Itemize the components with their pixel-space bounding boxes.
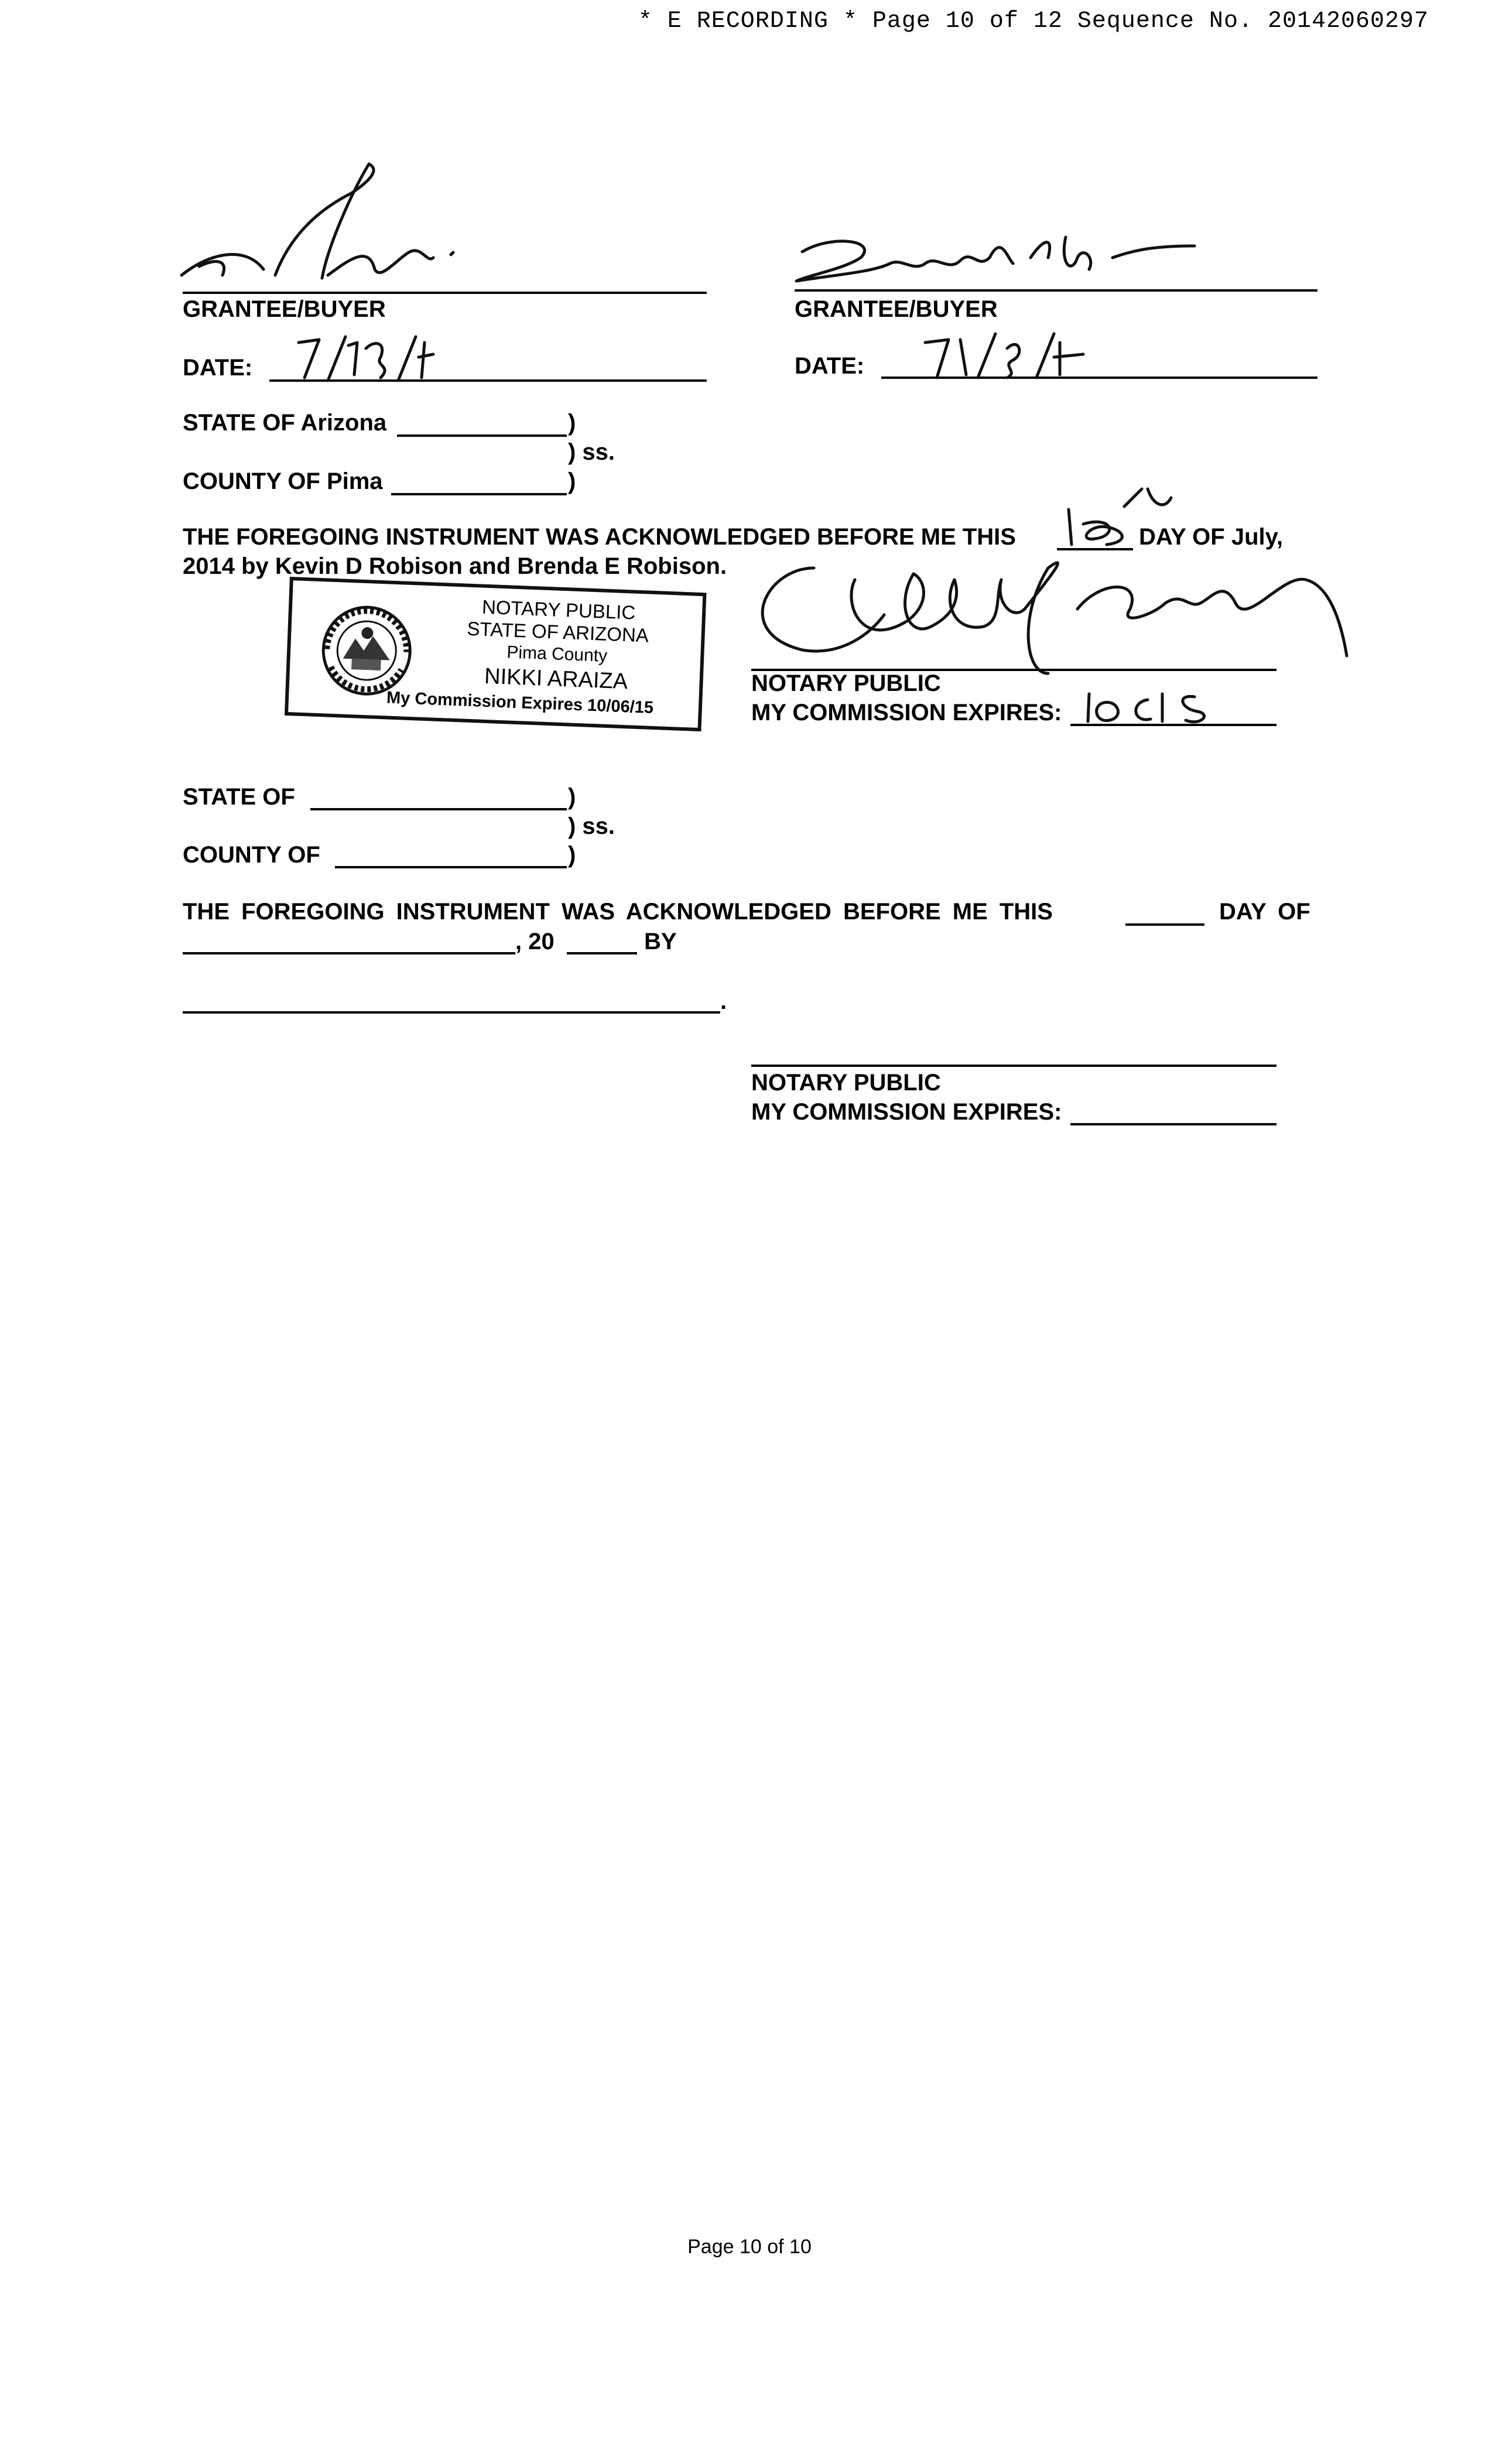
by-name-blank-2 (183, 1011, 720, 1014)
buyer-signature-left (176, 158, 480, 293)
notary-public-label-1: NOTARY PUBLIC (751, 670, 941, 696)
state-paren-1: ) (568, 410, 576, 436)
ack2-line1-part2: DAY OF (1219, 899, 1310, 925)
buyer-signature-right (785, 223, 1206, 293)
state-of-label-1: STATE OF Arizona (183, 410, 387, 436)
state-paren-2: ) (568, 784, 576, 810)
county-of-label-2: COUNTY OF (183, 842, 320, 868)
page-footer: Page 10 of 10 (687, 2236, 812, 2258)
notary-public-label-2: NOTARY PUBLIC (751, 1070, 941, 1096)
stamp-line3: Pima County (506, 642, 608, 666)
commission-expires-line-2 (1070, 1123, 1276, 1125)
date-label-right: DATE: (795, 353, 865, 379)
state-of-label-2: STATE OF (183, 784, 295, 810)
commission-expires-label-2: MY COMMISSION EXPIRES: (751, 1099, 1062, 1125)
signature-line-left (183, 292, 707, 294)
ack-line1-part2: DAY OF July, (1139, 524, 1284, 550)
day-blank-2 (1125, 923, 1204, 926)
notary-stamp (285, 577, 707, 731)
state-of-line-1 (397, 434, 567, 437)
year-blank-2 (567, 952, 637, 954)
ack2-year-label: , 20 (515, 929, 555, 954)
stamp-line4: NIKKI ARAIZA (484, 663, 628, 694)
signature-line-right (795, 289, 1317, 292)
commission-expires-label-1: MY COMMISSION EXPIRES: (751, 700, 1062, 725)
ack-line2: 2014 by Kevin D Robison and Brenda E Robison. (183, 553, 727, 579)
month-blank-2 (183, 952, 515, 954)
date-handwriting-right (919, 331, 1101, 384)
date-label-left: DATE: (183, 355, 253, 381)
state-of-line-2 (310, 808, 567, 810)
county-of-line-2 (335, 866, 567, 868)
notary-signature-line-2 (751, 1065, 1276, 1067)
recording-header: * E RECORDING * Page 10 of 12 Sequence No. 20142060297 (638, 8, 1429, 35)
ss-label-1: ) ss. (568, 439, 615, 465)
county-of-line-1 (391, 493, 567, 495)
stamp-line1: NOTARY PUBLIC (481, 596, 636, 624)
ack2-by-label: BY (644, 929, 677, 954)
date-handwriting-left (293, 334, 445, 386)
ack2-line1-part1: THE FOREGOING INSTRUMENT WAS ACKNOWLEDGED BEFORE ME THIS (183, 899, 1053, 925)
stamp-line2: STATE OF ARIZONA (466, 617, 649, 646)
stamp-line5: My Commission Expires 10/06/15 (386, 688, 654, 717)
grantee-buyer-label-left: GRANTEE/BUYER (183, 296, 386, 322)
ack-line1-part1: THE FOREGOING INSTRUMENT WAS ACKNOWLEDGED BEFORE ME THIS (183, 524, 1016, 550)
ack2-period: . (720, 988, 727, 1014)
county-paren-2: ) (568, 842, 576, 868)
ss-label-2: ) ss. (568, 813, 615, 839)
county-paren-1: ) (568, 468, 576, 494)
commission-expires-handwriting (1077, 685, 1241, 726)
grantee-buyer-label-right: GRANTEE/BUYER (795, 296, 998, 322)
county-of-label-1: COUNTY OF Pima (183, 468, 383, 494)
